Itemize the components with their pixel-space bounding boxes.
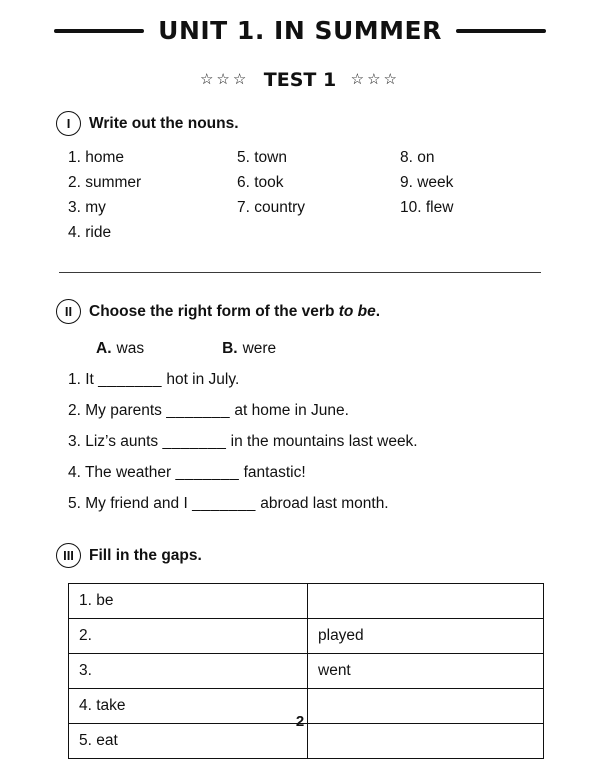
noun-item: 10. flew xyxy=(400,199,454,216)
sentence xyxy=(68,495,550,513)
exercise-3-title: Fill in the gaps. xyxy=(89,546,202,564)
fill-gaps-table xyxy=(68,583,544,759)
option-a-label: A. xyxy=(96,340,112,357)
table-row xyxy=(69,619,544,654)
exercise-3-heading xyxy=(56,543,550,568)
page-title: UNIT 1. IN SUMMER xyxy=(158,16,442,45)
table-cell-verb: 5. eat xyxy=(69,724,308,759)
numeral-badge: III xyxy=(56,543,81,568)
answer-blank: _______ xyxy=(98,371,163,388)
title-divider-left xyxy=(54,29,144,33)
table-cell-verb: 3. xyxy=(69,654,308,689)
exercise-2-heading xyxy=(56,299,550,324)
sentence xyxy=(68,371,550,389)
answer-options xyxy=(96,340,550,358)
exercise-1 xyxy=(56,111,550,242)
noun-item: 7. country xyxy=(237,199,306,216)
sentence-text: 2. My parents xyxy=(68,402,162,419)
table-cell-verb: 1. be xyxy=(69,584,308,619)
sentence-text: 5. My friend and I xyxy=(68,495,188,512)
table-cell-past: played xyxy=(308,619,544,654)
noun-item: 3. my xyxy=(68,199,106,216)
noun-item: 6. took xyxy=(237,174,284,191)
table-cell-past: went xyxy=(308,654,544,689)
noun-item: 9. week xyxy=(400,174,454,191)
test-header xyxy=(0,69,600,91)
nouns-list xyxy=(68,149,550,242)
sentence-text: at home in June. xyxy=(234,402,349,419)
sentence xyxy=(68,433,550,451)
sentence-text: abroad last month. xyxy=(260,495,389,512)
noun-item: 5. town xyxy=(237,149,287,166)
answer-blank: _______ xyxy=(192,495,256,512)
numeral-badge: II xyxy=(56,299,81,324)
heading-period: . xyxy=(375,302,381,320)
noun-item: 1. home xyxy=(68,149,125,166)
option-b xyxy=(222,340,276,358)
noun-item: 2. summer xyxy=(68,174,142,191)
stars-icon: ☆☆☆ xyxy=(350,71,400,88)
sentence-text: fantastic! xyxy=(243,464,306,481)
sentence xyxy=(68,402,550,420)
table-cell-verb: 4. take xyxy=(69,689,308,724)
option-a xyxy=(96,340,144,358)
title-divider-right xyxy=(456,29,546,33)
unit-header xyxy=(0,0,600,45)
sentence-text: hot in July. xyxy=(166,371,240,388)
stars-icon: ☆☆☆ xyxy=(199,71,250,88)
option-b-label: B. xyxy=(222,340,238,357)
exercise-2-title xyxy=(89,303,380,321)
exercise-2 xyxy=(56,299,550,513)
nouns-column-3 xyxy=(400,149,453,242)
answer-writing-line xyxy=(59,272,541,273)
exercise-1-heading xyxy=(56,111,550,136)
answer-blank: _______ xyxy=(175,464,240,481)
test-title: TEST 1 xyxy=(263,69,337,91)
table-row xyxy=(69,584,544,619)
answer-blank: _______ xyxy=(162,433,227,450)
numeral-badge: I xyxy=(56,111,81,136)
option-b-text: were xyxy=(242,340,277,357)
sentence-text: in the mountains last week. xyxy=(230,433,418,450)
sentence-text: 4. The weather xyxy=(68,464,172,481)
noun-item: 8. on xyxy=(400,149,435,166)
answer-blank: _______ xyxy=(166,402,231,419)
heading-italic-text: to be xyxy=(338,302,376,320)
sentence xyxy=(68,464,550,482)
nouns-column-2 xyxy=(237,149,400,242)
nouns-column-1 xyxy=(68,149,237,242)
page-number: 2 xyxy=(295,713,305,730)
sentence-text: 3. Liz’s aunts xyxy=(68,433,159,450)
exercise-1-title: Write out the nouns. xyxy=(89,114,239,132)
heading-text: Choose the right form of the verb xyxy=(89,302,335,320)
sentence-text: 1. It xyxy=(68,371,94,388)
table-row xyxy=(69,654,544,689)
table-cell-past xyxy=(308,584,544,619)
noun-item: 4. ride xyxy=(68,224,112,241)
option-a-text: was xyxy=(116,340,145,357)
sentences-list xyxy=(56,371,550,513)
table-cell-verb: 2. xyxy=(69,619,308,654)
